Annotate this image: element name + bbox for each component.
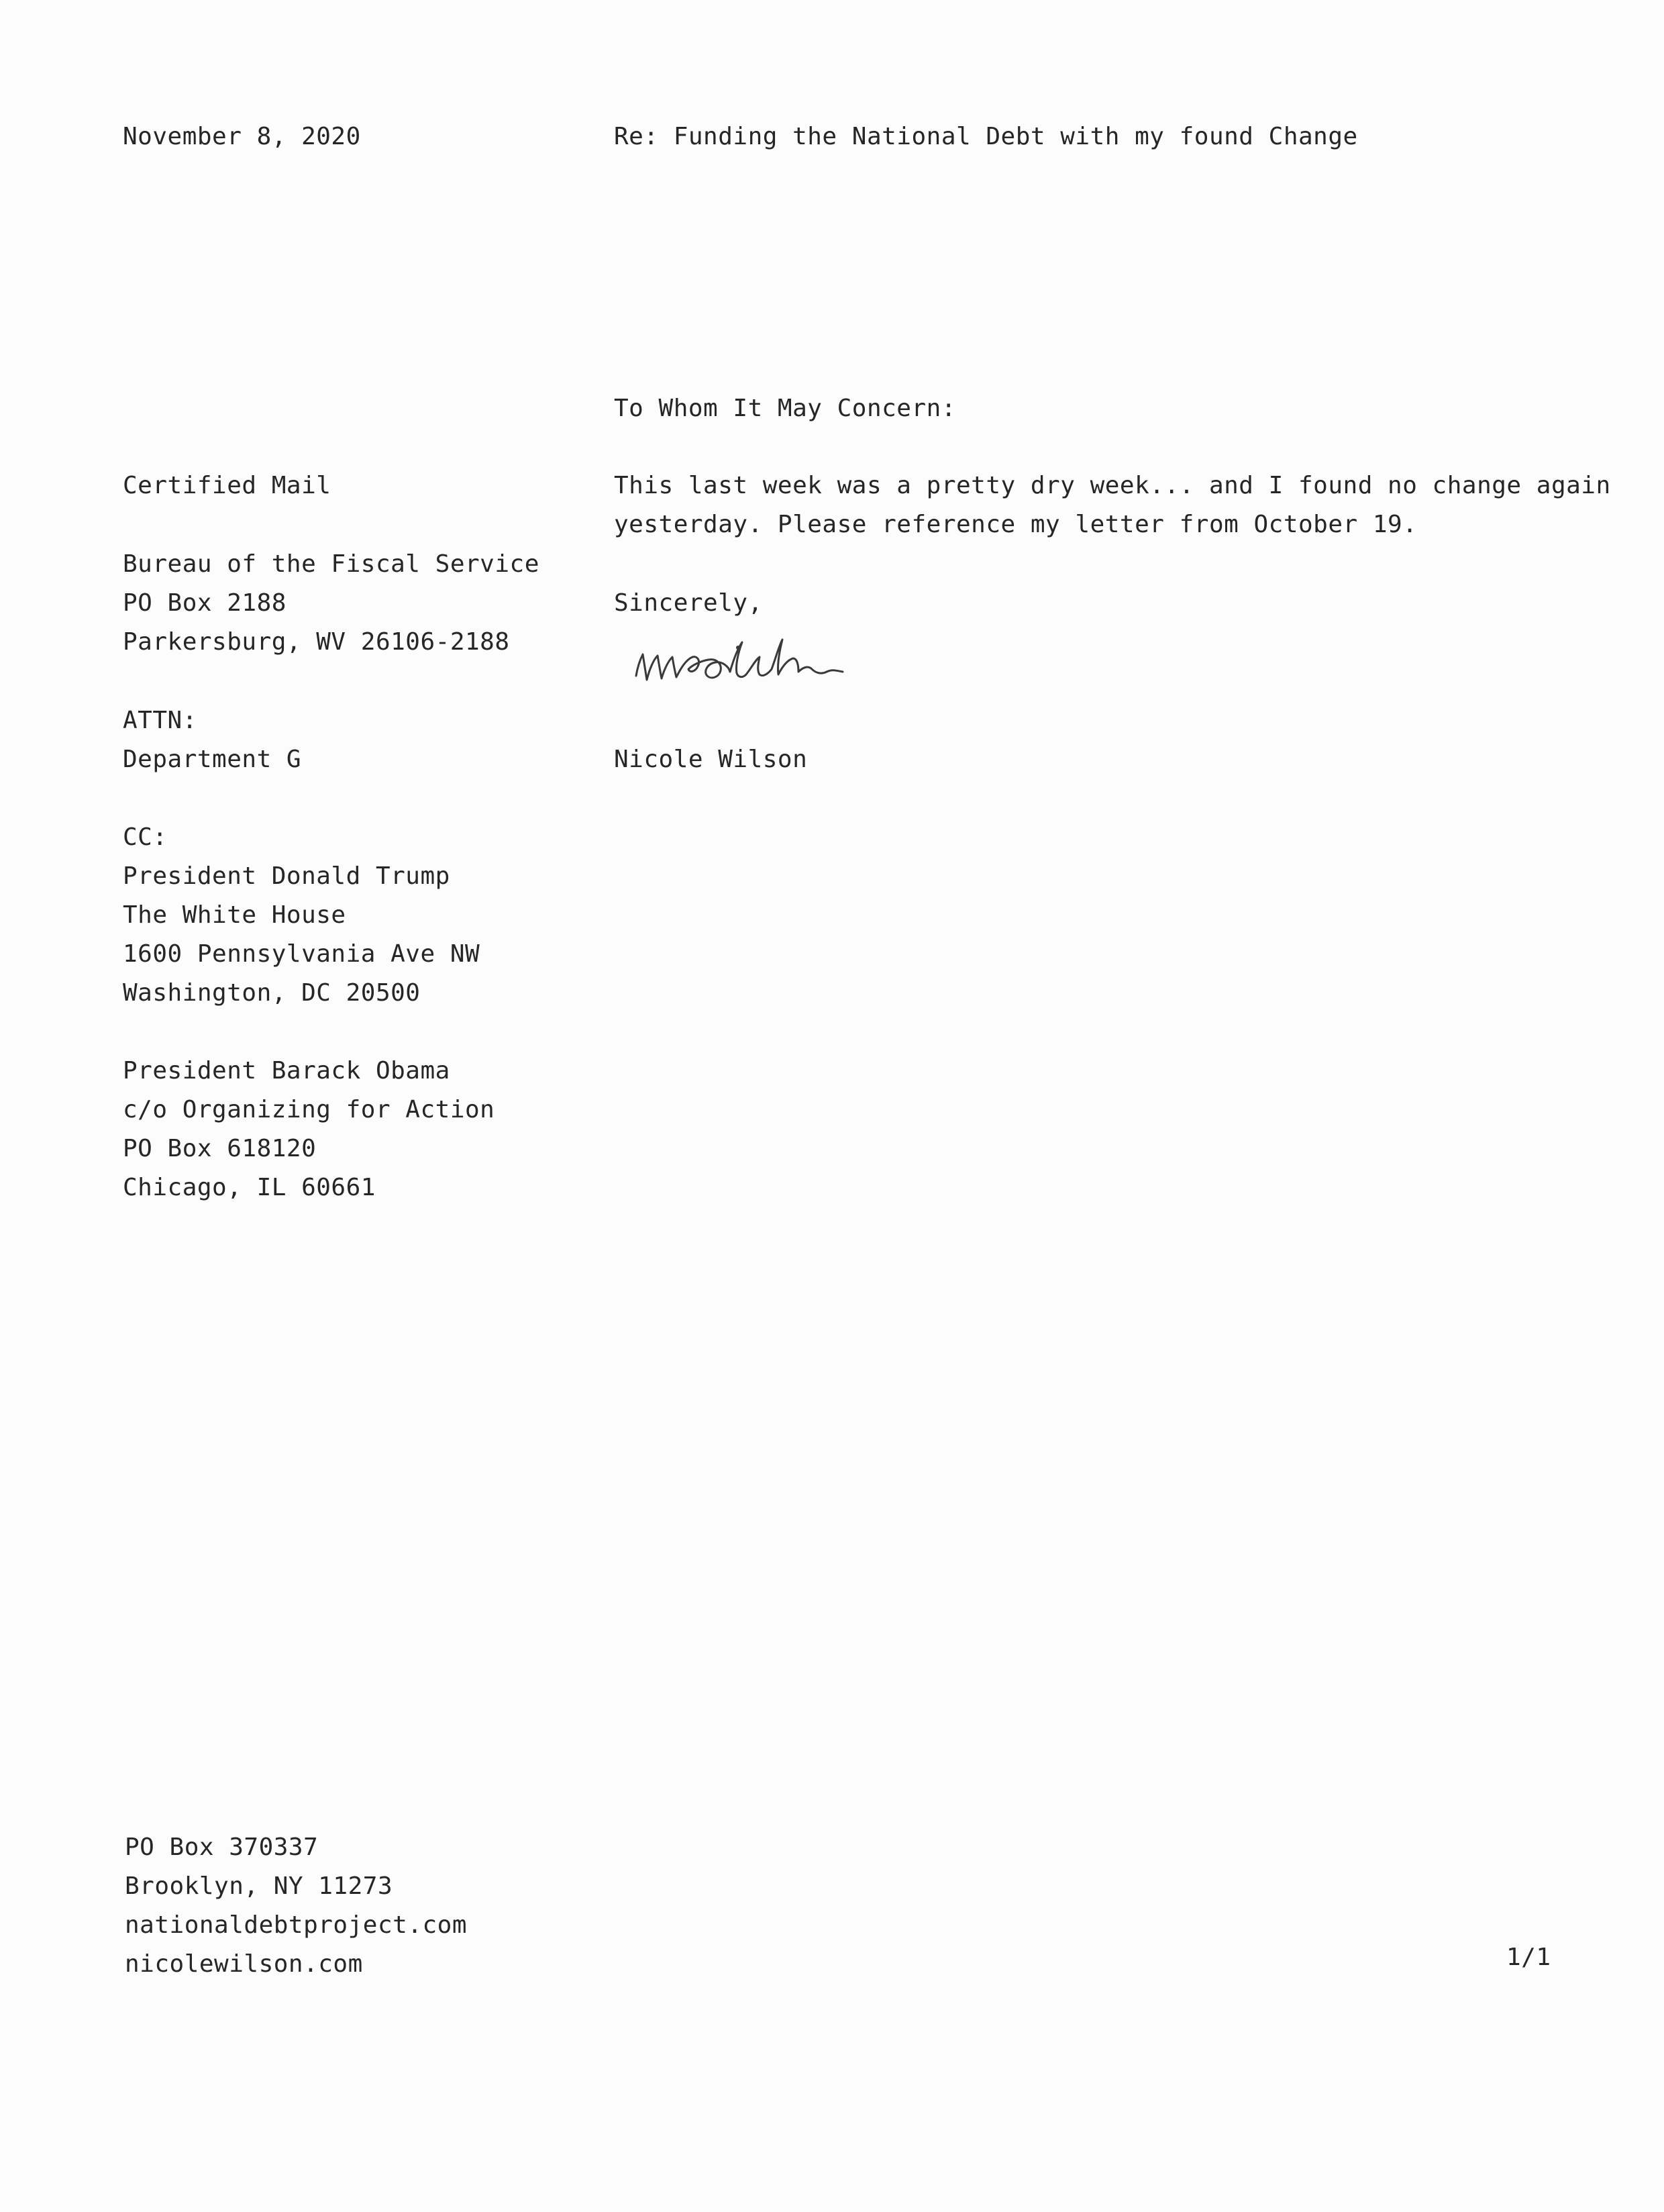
page-number: 1/1 xyxy=(1506,1944,1551,1971)
cc-block-second xyxy=(123,1052,495,1207)
signature-icon xyxy=(631,627,939,698)
attn-label: ATTN: xyxy=(123,707,197,734)
cc-line: c/o Organizing for Action xyxy=(123,1096,495,1123)
cc-line: 1600 Pennsylvania Ave NW xyxy=(123,940,480,968)
website-link: nicolewilson.com xyxy=(125,1950,363,1978)
attention-block xyxy=(123,701,301,779)
cc-line: The White House xyxy=(123,901,346,929)
closing: Sincerely, xyxy=(614,589,763,617)
cc-label: CC: xyxy=(123,823,168,851)
mail-type: Certified Mail xyxy=(123,472,331,499)
cc-line: President Donald Trump xyxy=(123,862,450,890)
letter-body xyxy=(614,466,1611,544)
cc-line: Chicago, IL 60661 xyxy=(123,1174,376,1201)
address-line: Bureau of the Fiscal Service xyxy=(123,550,539,578)
address-line: Parkersburg, WV 26106-2188 xyxy=(123,628,510,656)
return-address-line: PO Box 370337 xyxy=(125,1833,319,1861)
address-line: PO Box 2188 xyxy=(123,589,287,617)
cc-line: President Barack Obama xyxy=(123,1057,450,1085)
body-line: yesterday. Please reference my letter from October 19. xyxy=(614,511,1418,538)
website-link: nationaldebtproject.com xyxy=(125,1911,467,1939)
letter-date: November 8, 2020 xyxy=(123,123,361,150)
recipient-address xyxy=(123,545,539,662)
body-line: This last week was a pretty dry week... and I found no change again xyxy=(614,472,1611,499)
return-address xyxy=(125,1828,467,1984)
salutation: To Whom It May Concern: xyxy=(614,395,956,422)
cc-line: PO Box 618120 xyxy=(123,1135,317,1162)
cc-line: Washington, DC 20500 xyxy=(123,979,421,1007)
return-address-line: Brooklyn, NY 11273 xyxy=(125,1872,393,1900)
letter-subject: Re: Funding the National Debt with my found Change xyxy=(614,123,1358,150)
cc-block xyxy=(123,818,480,1013)
signer-name: Nicole Wilson xyxy=(614,746,808,773)
attn-department: Department G xyxy=(123,746,302,773)
